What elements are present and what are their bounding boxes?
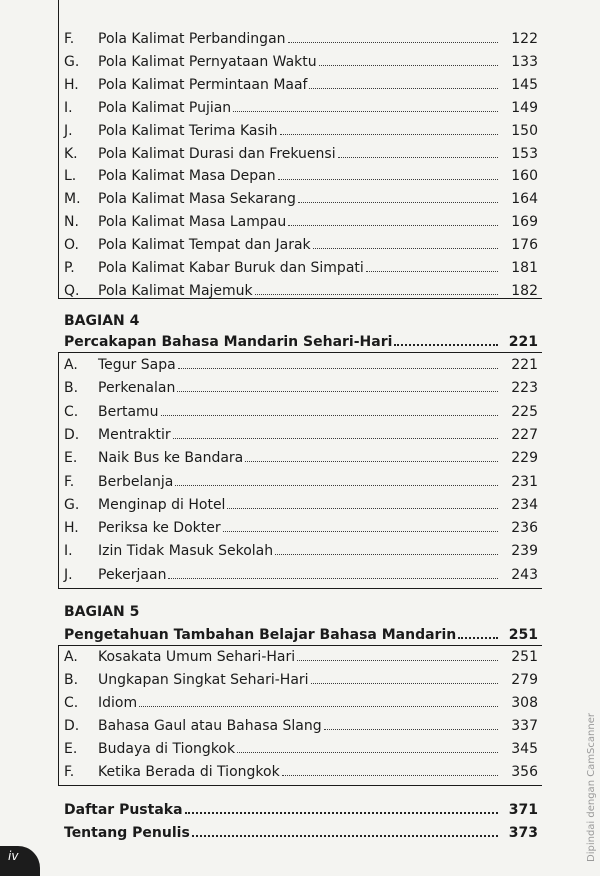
- entry-title: Pola Kalimat Perbandingan: [98, 31, 286, 47]
- entry-title: Pola Kalimat Masa Sekarang: [98, 191, 296, 207]
- entry-page-number: 371: [508, 802, 538, 818]
- dot-leader: [458, 637, 498, 639]
- entry-page-number: 243: [511, 567, 538, 583]
- toc-entry[interactable]: [64, 47, 538, 71]
- toc-entry[interactable]: [64, 93, 538, 117]
- dot-leader: [313, 248, 498, 249]
- entry-title: Pola Kalimat Durasi dan Frekuensi: [98, 146, 336, 162]
- entry-page-number: 153: [511, 146, 538, 162]
- entry-title: Ketika Berada di Tiongkok: [98, 764, 280, 780]
- dot-leader: [311, 683, 498, 684]
- entry-title: Daftar Pustaka: [64, 802, 183, 818]
- part-4-bottom-rule: [58, 588, 542, 589]
- entry-page-number: 234: [511, 497, 538, 513]
- dot-leader: [168, 578, 498, 579]
- scanner-watermark: Dipindai dengan CamScanner: [586, 713, 597, 862]
- entry-page-number: 182: [511, 283, 538, 299]
- entry-letter: D.: [64, 718, 80, 734]
- toc-entry[interactable]: [64, 711, 538, 735]
- toc-entry[interactable]: [64, 642, 538, 666]
- dot-leader: [192, 835, 498, 837]
- part-4-left-border: [58, 352, 59, 588]
- dot-leader: [175, 485, 498, 486]
- toc-entry[interactable]: [64, 490, 538, 514]
- entry-title: Pola Kalimat Permintaan Maaf: [98, 77, 308, 93]
- entry-page-number: 373: [508, 825, 538, 841]
- entry-letter: F.: [64, 474, 75, 490]
- dot-leader: [278, 179, 498, 180]
- entry-page-number: 239: [511, 543, 538, 559]
- entry-letter: J.: [64, 567, 73, 583]
- toc-entry[interactable]: [64, 230, 538, 254]
- dot-leader: [338, 157, 498, 158]
- entry-letter: N.: [64, 214, 79, 230]
- toc-entry[interactable]: [64, 734, 538, 758]
- entry-page-number: 229: [511, 450, 538, 466]
- dot-leader: [366, 271, 498, 272]
- entry-letter: A.: [64, 357, 78, 373]
- entry-letter: E.: [64, 450, 78, 466]
- toc-entry[interactable]: [64, 536, 538, 560]
- dot-leader: [288, 42, 498, 43]
- entry-title: Periksa ke Dokter: [98, 520, 221, 536]
- toc-entry[interactable]: [64, 688, 538, 712]
- dot-leader: [178, 368, 498, 369]
- toc-entry[interactable]: [64, 420, 538, 444]
- toc-entry[interactable]: [64, 373, 538, 397]
- entry-letter: F.: [64, 31, 75, 47]
- dot-leader: [297, 660, 498, 661]
- part-5-bottom-rule: [58, 785, 542, 786]
- dot-leader: [185, 812, 498, 814]
- toc-entry[interactable]: [64, 24, 538, 48]
- toc-entry[interactable]: [64, 397, 538, 421]
- entry-page-number: 149: [511, 100, 538, 116]
- entry-title: Tentang Penulis: [64, 825, 190, 841]
- entry-page-number: 345: [511, 741, 538, 757]
- entry-page-number: 176: [511, 237, 538, 253]
- entry-page-number: 221: [508, 334, 538, 350]
- dot-leader: [237, 752, 498, 753]
- entry-title: Pola Kalimat Pernyataan Waktu: [98, 54, 317, 70]
- entry-letter: B.: [64, 672, 79, 688]
- entry-title: Menginap di Hotel: [98, 497, 226, 513]
- entry-title: Berbelanja: [98, 474, 174, 490]
- part-label-bagian-5: BAGIAN 5: [64, 604, 140, 620]
- dot-leader: [161, 415, 498, 416]
- entry-page-number: 223: [511, 380, 538, 396]
- entry-title: Izin Tidak Masuk Sekolah: [98, 543, 274, 559]
- entry-title: Perkenalan: [98, 380, 176, 396]
- entry-title: Pekerjaan: [98, 567, 167, 583]
- dot-leader: [280, 134, 498, 135]
- entry-letter: O.: [64, 237, 79, 253]
- dot-leader: [233, 111, 498, 112]
- section-left-border: [58, 0, 59, 298]
- entry-title: Bertamu: [98, 404, 159, 420]
- entry-letter: G.: [64, 54, 80, 70]
- entry-letter: Q.: [64, 283, 80, 299]
- entry-title: Tegur Sapa: [98, 357, 176, 373]
- entry-title: Pola Kalimat Tempat dan Jarak: [98, 237, 311, 253]
- dot-leader: [324, 729, 498, 730]
- dot-leader: [394, 344, 498, 346]
- entry-letter: L.: [64, 168, 77, 184]
- entry-title: Pola Kalimat Terima Kasih: [98, 123, 278, 139]
- toc-entry[interactable]: [64, 350, 538, 374]
- section-bottom-rule: [58, 298, 542, 299]
- entry-title: Ungkapan Singkat Sehari-Hari: [98, 672, 309, 688]
- entry-page-number: 308: [511, 695, 538, 711]
- toc-entry[interactable]: [64, 757, 538, 781]
- entry-page-number: 337: [511, 718, 538, 734]
- part-5-left-border: [58, 645, 59, 785]
- entry-letter: J.: [64, 123, 73, 139]
- entry-letter: H.: [64, 77, 79, 93]
- toc-entry[interactable]: [64, 116, 538, 140]
- dot-leader: [139, 706, 498, 707]
- dot-leader: [282, 775, 498, 776]
- entry-letter: E.: [64, 741, 78, 757]
- dot-leader: [255, 294, 498, 295]
- entry-title: Percakapan Bahasa Mandarin Sehari-Hari: [64, 334, 393, 350]
- entry-page-number: 279: [511, 672, 538, 688]
- page-number: iv: [8, 849, 19, 863]
- entry-page-number: 231: [511, 474, 538, 490]
- dot-leader: [177, 391, 498, 392]
- entry-title: Budaya di Tiongkok: [98, 741, 236, 757]
- toc-section-heading[interactable]: [64, 818, 538, 842]
- entry-page-number: 227: [511, 427, 538, 443]
- entry-page-number: 225: [511, 404, 538, 420]
- toc-section-heading[interactable]: [64, 327, 538, 351]
- entry-page-number: 181: [511, 260, 538, 276]
- entry-letter: M.: [64, 191, 81, 207]
- entry-page-number: 150: [511, 123, 538, 139]
- entry-title: Pola Kalimat Pujian: [98, 100, 232, 116]
- entry-page-number: 221: [511, 357, 538, 373]
- entry-letter: D.: [64, 427, 80, 443]
- toc-entry[interactable]: [64, 207, 538, 231]
- entry-title: Pola Kalimat Masa Lampau: [98, 214, 287, 230]
- entry-letter: B.: [64, 380, 79, 396]
- entry-letter: H.: [64, 520, 79, 536]
- entry-page-number: 145: [511, 77, 538, 93]
- toc-entry[interactable]: [64, 253, 538, 277]
- entry-letter: K.: [64, 146, 78, 162]
- entry-title: Pola Kalimat Kabar Buruk dan Simpati: [98, 260, 364, 276]
- entry-title: Pengetahuan Tambahan Belajar Bahasa Mandarin: [64, 627, 457, 643]
- dot-leader: [227, 508, 498, 509]
- dot-leader: [275, 554, 498, 555]
- toc-entry[interactable]: [64, 443, 538, 467]
- dot-leader: [309, 88, 498, 89]
- toc-section-heading[interactable]: [64, 795, 538, 819]
- toc-section-heading[interactable]: [64, 620, 538, 644]
- entry-title: Pola Kalimat Masa Depan: [98, 168, 276, 184]
- entry-page-number: 356: [511, 764, 538, 780]
- entry-letter: A.: [64, 649, 78, 665]
- entry-title: Naik Bus ke Bandara: [98, 450, 244, 466]
- entry-letter: I.: [64, 100, 73, 116]
- toc-entry[interactable]: [64, 139, 538, 163]
- entry-page-number: 122: [511, 31, 538, 47]
- entry-letter: G.: [64, 497, 80, 513]
- page-number-badge: [0, 846, 40, 876]
- entry-title: Mentraktir: [98, 427, 171, 443]
- toc-entry[interactable]: [64, 665, 538, 689]
- dot-leader: [298, 202, 498, 203]
- entry-title: Kosakata Umum Sehari-Hari: [98, 649, 296, 665]
- toc-entry[interactable]: [64, 276, 538, 300]
- dot-leader: [173, 438, 498, 439]
- entry-page-number: 251: [511, 649, 538, 665]
- entry-page-number: 160: [511, 168, 538, 184]
- toc-entry[interactable]: [64, 513, 538, 537]
- entry-page-number: 164: [511, 191, 538, 207]
- entry-letter: I.: [64, 543, 73, 559]
- dot-leader: [223, 531, 498, 532]
- dot-leader: [319, 65, 498, 66]
- entry-page-number: 169: [511, 214, 538, 230]
- entry-title: Idiom: [98, 695, 138, 711]
- toc-entry[interactable]: [64, 560, 538, 584]
- toc-entry[interactable]: [64, 467, 538, 491]
- toc-entry[interactable]: [64, 70, 538, 94]
- entry-letter: F.: [64, 764, 75, 780]
- entry-page-number: 236: [511, 520, 538, 536]
- dot-leader: [245, 461, 498, 462]
- part-label-bagian-4: BAGIAN 4: [64, 313, 140, 329]
- entry-letter: C.: [64, 404, 79, 420]
- toc-entry[interactable]: [64, 161, 538, 185]
- entry-page-number: 133: [511, 54, 538, 70]
- entry-letter: P.: [64, 260, 75, 276]
- entry-page-number: 251: [508, 627, 538, 643]
- entry-title: Pola Kalimat Majemuk: [98, 283, 253, 299]
- toc-entry[interactable]: [64, 184, 538, 208]
- entry-letter: C.: [64, 695, 79, 711]
- dot-leader: [288, 225, 498, 226]
- entry-title: Bahasa Gaul atau Bahasa Slang: [98, 718, 322, 734]
